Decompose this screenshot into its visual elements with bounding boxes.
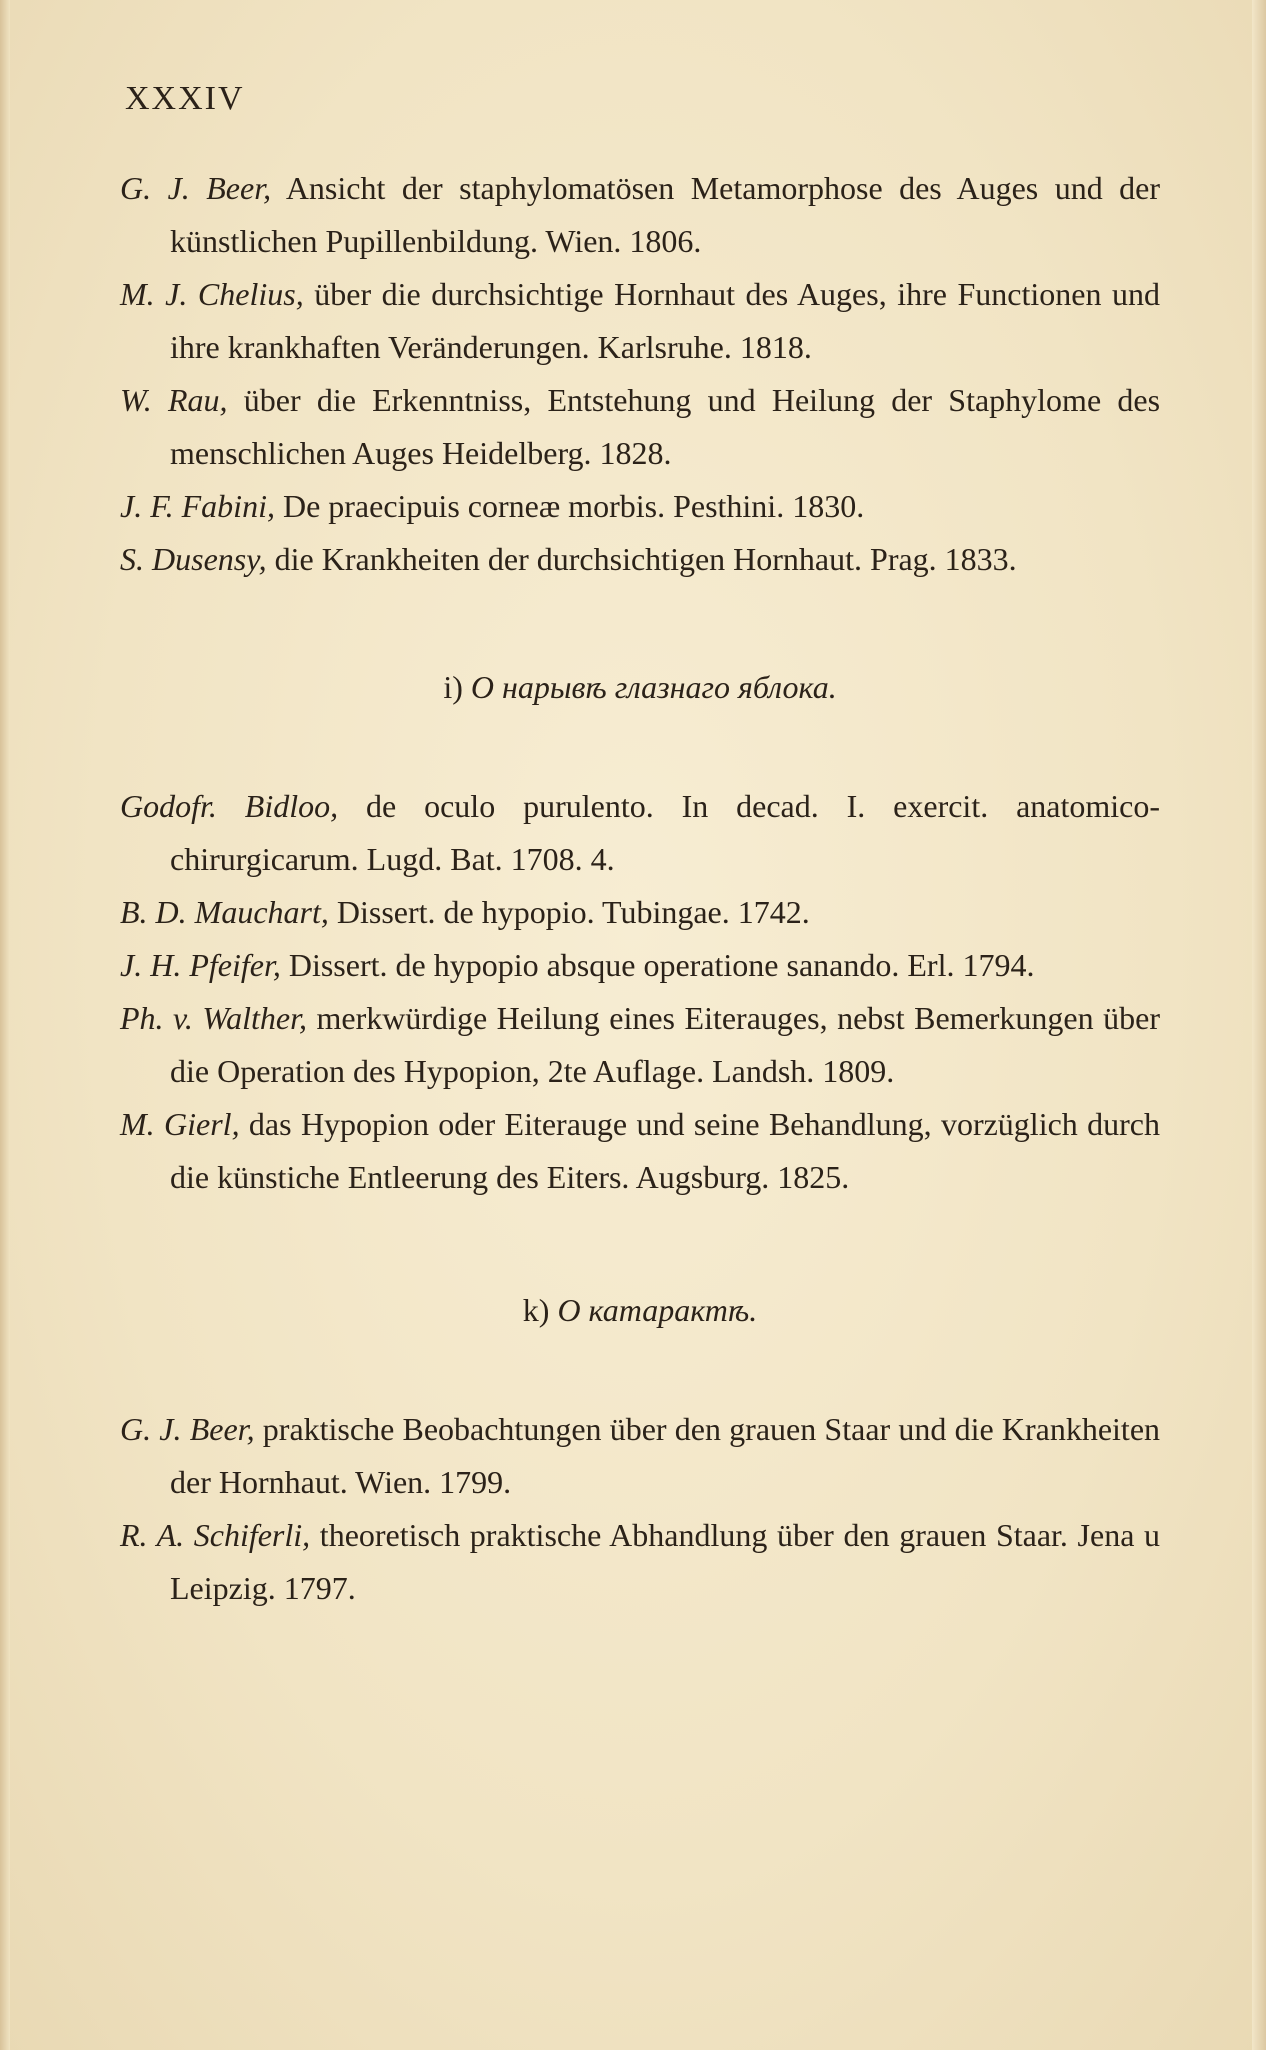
bibliography-entry — [120, 1509, 1160, 1615]
bibliography-entry — [120, 780, 1160, 886]
bibliography-entry — [120, 268, 1160, 374]
bibliography-entry — [120, 1098, 1160, 1204]
bibliography-entry — [120, 1403, 1160, 1509]
entry-author: M. Gierl, — [120, 1106, 240, 1142]
entry-author: Ph. v. Walther, — [120, 1000, 308, 1036]
entry-author: J. F. Fabini, — [120, 488, 275, 524]
entry-author: J. H. Pfeifer, — [120, 947, 281, 983]
entry-author: S. Dusensy, — [120, 541, 267, 577]
bibliography — [120, 162, 1160, 1615]
bibliography-entry — [120, 939, 1160, 992]
entry-text: das Hypopion oder Eiterauge und seine Behandlung, vorzüglich durch die künstiche Entleerung des Eiters. Augsburg. 1825. — [170, 1106, 1160, 1195]
entry-text: merkwürdige Heilung eines Eiterauges, nebst Bemerkungen über die Operation des Hypopion, 2te Auflage. Landsh. 1809. — [170, 1000, 1161, 1089]
bibliography-entry — [120, 480, 1160, 533]
entry-text: Dissert. de hypopio absque operatione sanando. Erl. 1794. — [288, 947, 1035, 983]
entry-author: R. A. Schiferli, — [120, 1517, 311, 1553]
bibliography-entry — [120, 533, 1160, 586]
bibliography-entry — [120, 992, 1160, 1098]
page-number: XXXIV — [125, 80, 245, 117]
page-left-edge — [0, 0, 10, 2050]
entry-text: de oculo purulento. In decad. I. exercit. anatomico-chirurgicarum. Lugd. Bat. 1708. 4. — [170, 788, 1161, 877]
entry-text: die Krankheiten der durchsichtigen Hornhaut. Prag. 1833. — [274, 541, 1017, 577]
section-heading-hypopion — [120, 661, 1160, 714]
bibliography-entry — [120, 886, 1160, 939]
entry-author: G. J. Beer, — [120, 170, 272, 206]
section-marker: k) — [522, 1292, 550, 1328]
entry-text: über die Erkenntniss, Entstehung und Heilung der Staphylome des menschlichen Auges Heidelberg. 1828. — [170, 382, 1161, 471]
entry-author: B. D. Mauchart, — [120, 894, 329, 930]
entry-text: De praecipuis corneæ morbis. Pesthini. 1830. — [282, 488, 865, 524]
entry-text: praktische Beobachtungen über den grauen Staar und die Krankheiten der Hornhaut. Wien. 1799. — [170, 1411, 1161, 1500]
entry-author: G. J. Beer, — [120, 1411, 255, 1447]
entry-text: über die durchsichtige Hornhaut des Auges, ihre Functionen und ihre krankhaften Veränderungen. Karlsruhe. 1818. — [170, 276, 1161, 365]
entry-author: Godofr. Bidloo, — [120, 788, 339, 824]
section-title: О катарактѣ. — [557, 1292, 758, 1328]
bibliography-entry — [120, 374, 1160, 480]
entry-text: theoretisch praktische Abhandlung über den grauen Staar. Jena u Leipzig. 1797. — [170, 1517, 1161, 1606]
entry-author: W. Rau, — [120, 382, 228, 418]
section-title: О нарывѣ глазнаго яблока. — [470, 669, 837, 705]
bibliography-entry — [120, 162, 1160, 268]
entry-author: M. J. Chelius, — [120, 276, 304, 312]
entry-text: Ansicht der staphylomatösen Metamorphose des Auges und der künstlichen Pupillenbildung. Wien. 1806. — [170, 170, 1161, 259]
section-marker: i) — [443, 669, 463, 705]
page-right-edge — [1252, 0, 1266, 2050]
section-heading-cataract — [120, 1284, 1160, 1337]
entry-text: Dissert. de hypopio. Tubingae. 1742. — [336, 894, 810, 930]
